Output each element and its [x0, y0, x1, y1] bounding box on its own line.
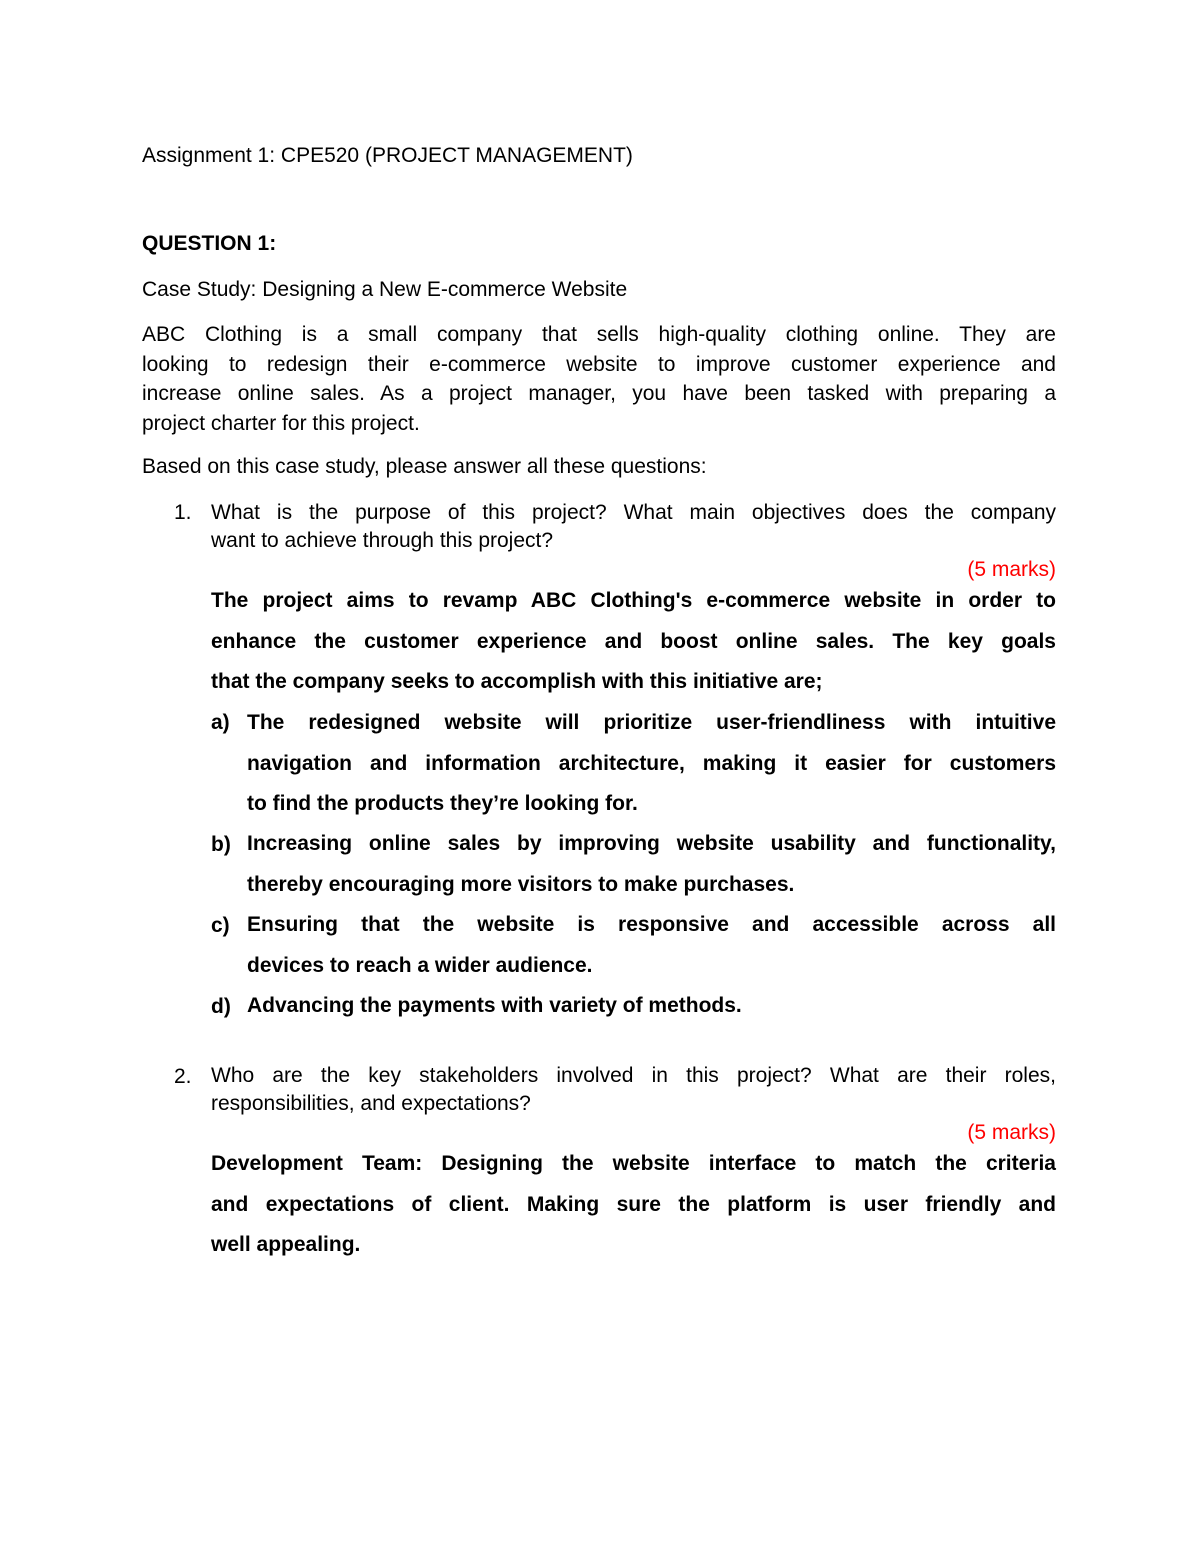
assignment-title: Assignment 1: CPE520 (PROJECT MANAGEMENT) — [142, 144, 633, 167]
answer-line: that the company seeks to accomplish with this initiative are; — [211, 670, 823, 693]
intro-line: looking to redesign their e-commerce website to improve customer experience and — [142, 352, 1056, 376]
answer-line: well appealing. — [211, 1233, 361, 1256]
question-heading: QUESTION 1: — [142, 232, 277, 255]
list-item-line: Advancing the payments with variety of methods. — [247, 994, 742, 1017]
list-item-line: to find the products they’re looking for. — [247, 792, 638, 815]
list-item-line: Ensuring that the website is responsive and accessible across all — [247, 913, 1056, 936]
intro-paragraph — [142, 320, 1056, 438]
list-item-line: Increasing online sales by improving website usability and functionality, — [247, 832, 1056, 855]
list-item-line: thereby encouraging more visitors to make purchases. — [247, 872, 795, 896]
list-item-line: navigation and information architecture, making it easier for customers — [247, 751, 1056, 775]
list-item-letter: d) — [211, 995, 231, 1018]
question-number: 1. — [174, 501, 192, 524]
question-line: Who are the key stakeholders involved in this project? What are their roles, — [211, 1064, 1056, 1087]
intro-line: increase online sales. As a project manager, you have been tasked with preparing a — [142, 382, 1056, 405]
list-item-letter: b) — [211, 833, 231, 856]
list-item-line: devices to reach a wider audience. — [247, 953, 593, 977]
intro-line: project charter for this project. — [142, 411, 420, 435]
marks-label: (5 marks) — [967, 1121, 1056, 1144]
answer-line: Development Team: Designing the website interface to match the criteria — [211, 1152, 1056, 1175]
instruction-text: Based on this case study, please answer all these questions: — [142, 455, 707, 478]
marks-label: (5 marks) — [967, 558, 1056, 581]
list-item — [247, 824, 1056, 905]
answer-line: The project aims to revamp ABC Clothing's e-commerce website in order to — [211, 589, 1056, 612]
list-item-letter: a) — [211, 711, 230, 734]
question-text — [211, 1062, 1056, 1118]
case-study-title: Case Study: Designing a New E-commerce Website — [142, 278, 628, 301]
answer-paragraph — [211, 581, 1056, 703]
question-number: 2. — [174, 1065, 192, 1088]
question-line: want to achieve through this project? — [211, 529, 554, 552]
list-item — [247, 986, 1056, 1027]
question-line: What is the purpose of this project? What main objectives does the company — [211, 501, 1056, 524]
answer-line: enhance the customer experience and boost online sales. The key goals — [211, 629, 1056, 653]
answer-line: and expectations of client. Making sure the platform is user friendly and — [211, 1192, 1056, 1216]
question-line: responsibilities, and expectations? — [211, 1092, 531, 1115]
list-item-letter: c) — [211, 914, 230, 937]
answer-paragraph — [211, 1144, 1056, 1266]
intro-line: ABC Clothing is a small company that sells high-quality clothing online. They are — [142, 323, 1056, 346]
list-item — [247, 703, 1056, 825]
list-item — [247, 905, 1056, 986]
question-text — [211, 499, 1056, 555]
list-item-line: The redesigned website will prioritize user-friendliness with intuitive — [247, 711, 1056, 734]
